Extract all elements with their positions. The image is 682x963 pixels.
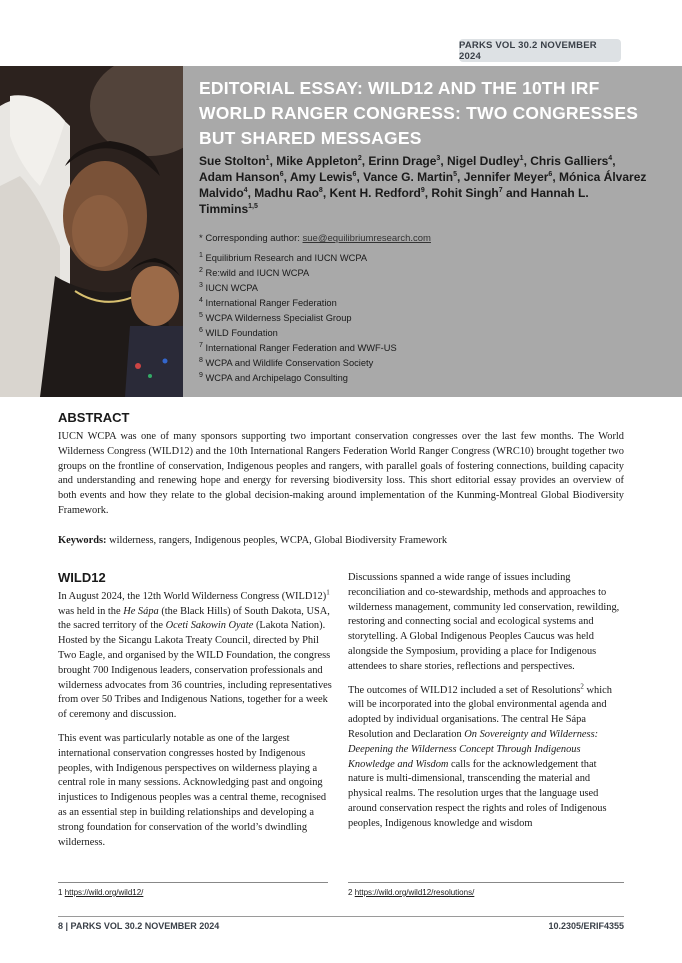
author-name: Vance G. Martin xyxy=(363,170,454,184)
author-name: Kent H. Redford xyxy=(329,186,421,200)
author-name: Mike Appleton xyxy=(276,154,358,168)
keywords-label: Keywords: xyxy=(58,535,107,546)
footnote-2-link[interactable]: https://wild.org/wild12/resolutions/ xyxy=(354,888,475,897)
paragraph: Discussions spanned a wide range of issues including reconciliation and co-stewardship, methods and approaches to wilderness management, community led conservation, rewilding, restoring and connecting social and ecological systems and storytelling. A Global Indigenous Peoples Caucus was held alongside the Symposium, providing a place for Indigenous attendees to share stories, reflections and perspectives. xyxy=(348,572,620,672)
affiliation-list xyxy=(199,251,397,386)
author-name: Erinn Drage xyxy=(368,154,437,168)
author-name: Adam Hanson xyxy=(199,170,280,184)
body-columns xyxy=(58,571,624,871)
affiliation-item: $^9$ WCPA and Archipelago Consulting xyxy=(199,371,348,383)
author-name: Amy Lewis xyxy=(289,170,353,184)
author-name: Mónica Álvarez Malvido xyxy=(199,170,647,200)
affiliation-item: $^5$ WCPA Wilderness Specialist Group xyxy=(199,311,352,323)
keywords-list: wilderness, rangers, Indigenous peoples, WCPA, Global Biodiversity Framework xyxy=(109,535,448,546)
section-heading-wild12: WILD12 xyxy=(58,570,106,585)
author-name: Hannah L. Timmins xyxy=(199,186,589,216)
author-name: Jennifer Meyer xyxy=(463,170,549,184)
affiliation-item: $^4$ International Ranger Federation xyxy=(199,296,337,308)
paragraph: In August 2024, the 12th World Wilderness Congress (WILD12)$^1$ was held in the He Sápa (the Black Hills) of South Dakota, USA, the sacred territory of the Oceti Sakowin Oyate (Lakota Nation). Hosted by the Sicangu Lakota Treaty Council, directed by Phil Two Eagle, and organised by the WILD Foundation, the congress brought 700 Indigenous leaders, conservation professionals and wilderness advocates from 36 countries, including representatives from over 50 Tribes and Indigenous Nations, together for a week of ceremony and discussion. xyxy=(58,588,332,721)
author-name: Madhu Rao xyxy=(254,186,319,200)
footnote-divider xyxy=(58,882,328,883)
affiliation-item: $^6$ WILD Foundation xyxy=(199,326,278,338)
footnote-2: 2 https://wild.org/wild12/resolutions/ xyxy=(348,888,475,897)
cover-photo xyxy=(0,66,183,397)
footer-divider xyxy=(58,916,624,917)
corresponding-author xyxy=(199,233,431,244)
author-list: Sue Stolton$^1$, Mike Appleton$^2$, Erinn Drage$^3$, Nigel Dudley$^1$, Chris Galliers$^4$, Adam Hanson$^6$, Amy Lewis$^6$, Vance G. Martin$^5$, Jennifer Meyer$^6$, Mónica Álvarez Malvido$^4$, Madhu Rao$^8$, Kent H. Redford$^9$, Rohit Singh$^7$ and Hannah L. Timmins$^{1,5}$ xyxy=(199,154,647,216)
abstract-text: IUCN WCPA was one of many sponsors supporting two important conservation congresses over the last few months. The World Wilderness Congress (WILD12) and the 10th International Rangers Federation World Ranger Congress (WRC10) brought together two groups on the frontline of conservation, Indigenous peoples and rangers, with parallel goals of fostering connections, building capacity and understanding and renewing hope and energy for reversing biodiversity loss. This short editorial essay provides an overview of both events and how they relate to the global decision-making around implementation of the Kunming-Montreal Global Biodiversity Framework. xyxy=(58,431,624,516)
abstract-heading: ABSTRACT xyxy=(58,410,130,425)
author-name: Chris Galliers xyxy=(530,154,609,168)
affiliation-item: $^7$ International Ranger Federation and WWF-US xyxy=(199,341,397,353)
footnote-1-link[interactable]: https://wild.org/wild12/ xyxy=(64,888,144,897)
author-name: Rohit Singh xyxy=(431,186,499,200)
journal-badge: PARKS VOL 30.2 NOVEMBER 2024 xyxy=(459,39,621,62)
footer-page-info: 8 | PARKS VOL 30.2 NOVEMBER 2024 xyxy=(58,921,220,931)
corresponding-label: * Corresponding author: xyxy=(199,233,300,244)
article-title: EDITORIAL ESSAY: WILD12 AND THE 10TH IRF WORLD RANGER CONGRESS: TWO CONGRESSES BUT SHARED MESSAGES xyxy=(199,78,639,148)
hero-banner xyxy=(0,66,682,397)
paragraph: The outcomes of WILD12 included a set of Resolutions$^2$ which will be incorporated into the global environmental agenda and adopted by individual organisations. The central He Sápa Resolution and Declaration On Sovereignty and Wilderness: Deepening the Wilderness Concept Through Indigenous Knowledge and Wisdom calls for the acknowledgement that nature is multi-dimensional, transcending the material and physical realms. The resolution urges that the language used around conservation respect the rights and roles of Indigenous peoples, Indigenous knowledge and wisdom xyxy=(348,682,612,829)
affiliation-item: $^8$ WCPA and Wildlife Conservation Society xyxy=(199,356,374,368)
left-column xyxy=(58,571,333,859)
author-name: Sue Stolton xyxy=(199,154,266,168)
footnote-1: 1 https://wild.org/wild12/ xyxy=(58,888,144,897)
footer-doi: 10.2305/ERIF4355 xyxy=(548,921,624,931)
keywords xyxy=(58,534,624,548)
corresponding-email-link[interactable]: sue@equilibriumresearch.com xyxy=(302,233,431,244)
affiliation-item: $^3$ IUCN WCPA xyxy=(199,281,259,293)
author-name: Nigel Dudley xyxy=(446,154,520,168)
footnote-divider xyxy=(348,882,624,883)
paragraph: This event was particularly notable as one of the largest international conservation congresses hosted by Indigenous peoples, with Indigenous perspectives on wilderness playing a central role in many sessions. Acknowledging past and ongoing injustices to Indigenous peoples was a central theme, recognised as an essential step in building relationships and developing a strong foundation for conservation of the world’s dwindling wilderness. xyxy=(58,732,327,848)
right-column xyxy=(348,571,623,841)
affiliation-item: $^1$ Equilibrium Research and IUCN WCPA xyxy=(199,251,368,263)
affiliation-item: $^2$ Re:wild and IUCN WCPA xyxy=(199,266,310,278)
